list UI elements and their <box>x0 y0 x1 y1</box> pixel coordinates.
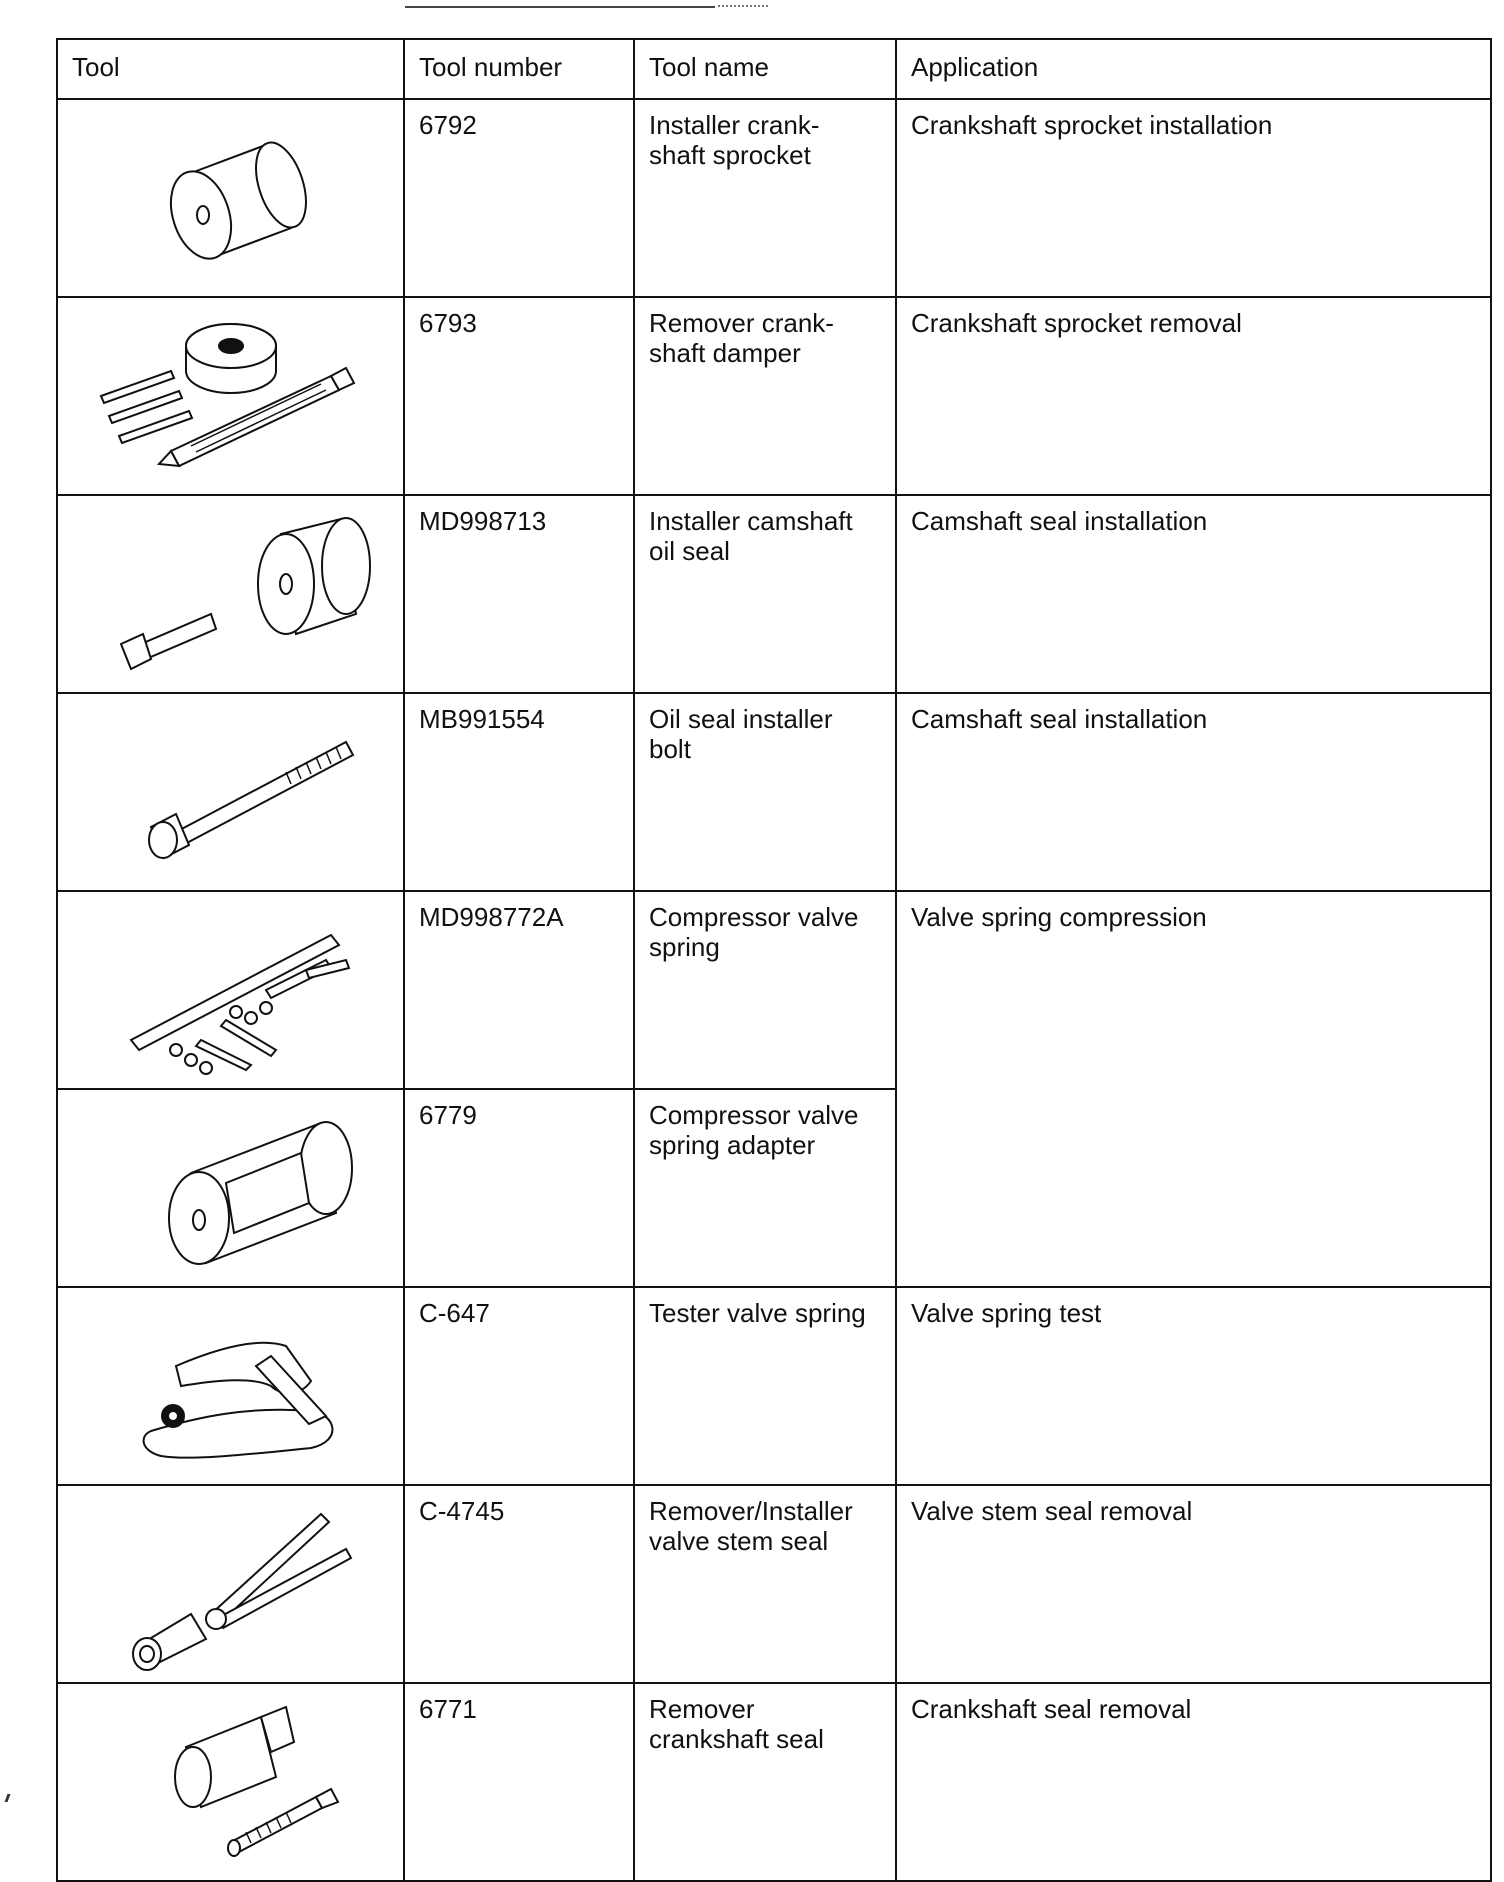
remover-crankshaft-seal-icon <box>81 1692 381 1872</box>
tool-application: Crankshaft seal removal <box>896 1683 1491 1881</box>
tool-number: MD998772A <box>404 891 634 1089</box>
installer-camshaft-oil-seal-icon <box>81 504 381 684</box>
header-rule <box>405 6 715 8</box>
table-row <box>57 1485 1491 1683</box>
tool-application: Valve stem seal removal <box>896 1485 1491 1683</box>
remover-crankshaft-damper-icon <box>81 306 381 486</box>
tool-application: Camshaft seal installation <box>896 495 1491 693</box>
tool-illustration-cell <box>57 99 404 297</box>
header-tool-number: Tool number <box>404 39 634 99</box>
tool-name: Remover/Installer valve stem seal <box>634 1485 896 1683</box>
tool-application: Crankshaft sprocket installation <box>896 99 1491 297</box>
tool-illustration-cell <box>57 495 404 693</box>
header-tool-name: Tool name <box>634 39 896 99</box>
tool-illustration-cell <box>57 1287 404 1485</box>
tool-number: C-647 <box>404 1287 634 1485</box>
table-row <box>57 693 1491 891</box>
header-tool: Tool <box>57 39 404 99</box>
tool-application: Valve spring compression <box>896 891 1491 1287</box>
header-rule-dots <box>718 5 768 7</box>
tool-name: Installer camshaft oil seal <box>634 495 896 693</box>
table-row <box>57 495 1491 693</box>
tool-number: MD998713 <box>404 495 634 693</box>
tool-name: Tester valve spring <box>634 1287 896 1485</box>
tool-name: Compressor valve spring <box>634 891 896 1089</box>
table-row <box>57 297 1491 495</box>
table-row <box>57 891 1491 1089</box>
tool-application: Crankshaft sprocket removal <box>896 297 1491 495</box>
tool-number: 6792 <box>404 99 634 297</box>
tool-name: Installer crank- shaft sprocket <box>634 99 896 297</box>
scan-mark <box>5 1794 11 1802</box>
header-application: Application <box>896 39 1491 99</box>
tool-application: Valve spring test <box>896 1287 1491 1485</box>
table-row <box>57 99 1491 297</box>
tool-application: Camshaft seal installation <box>896 693 1491 891</box>
table-header-row <box>57 39 1491 99</box>
special-tools-table <box>56 38 1492 1882</box>
tool-number: C-4745 <box>404 1485 634 1683</box>
tool-name: Oil seal installer bolt <box>634 693 896 891</box>
oil-seal-installer-bolt-icon <box>81 702 381 882</box>
tool-illustration-cell <box>57 297 404 495</box>
tool-name: Remover crankshaft seal <box>634 1683 896 1881</box>
tool-number: 6771 <box>404 1683 634 1881</box>
table-row <box>57 1287 1491 1485</box>
compressor-valve-spring-adapter-icon <box>81 1098 381 1278</box>
tool-illustration-cell <box>57 1683 404 1881</box>
tool-illustration-cell <box>57 891 404 1089</box>
tool-illustration-cell <box>57 693 404 891</box>
installer-crankshaft-sprocket-icon <box>131 118 331 278</box>
tester-valve-spring-icon <box>81 1296 381 1476</box>
tool-number: 6793 <box>404 297 634 495</box>
tool-illustration-cell <box>57 1089 404 1287</box>
remover-installer-valve-stem-seal-icon <box>81 1494 381 1674</box>
tool-name: Compressor valve spring adapter <box>634 1089 896 1287</box>
tool-name: Remover crank- shaft damper <box>634 297 896 495</box>
table-row <box>57 1683 1491 1881</box>
tool-illustration-cell <box>57 1485 404 1683</box>
tool-number: MB991554 <box>404 693 634 891</box>
compressor-valve-spring-icon <box>81 900 381 1080</box>
tool-number: 6779 <box>404 1089 634 1287</box>
